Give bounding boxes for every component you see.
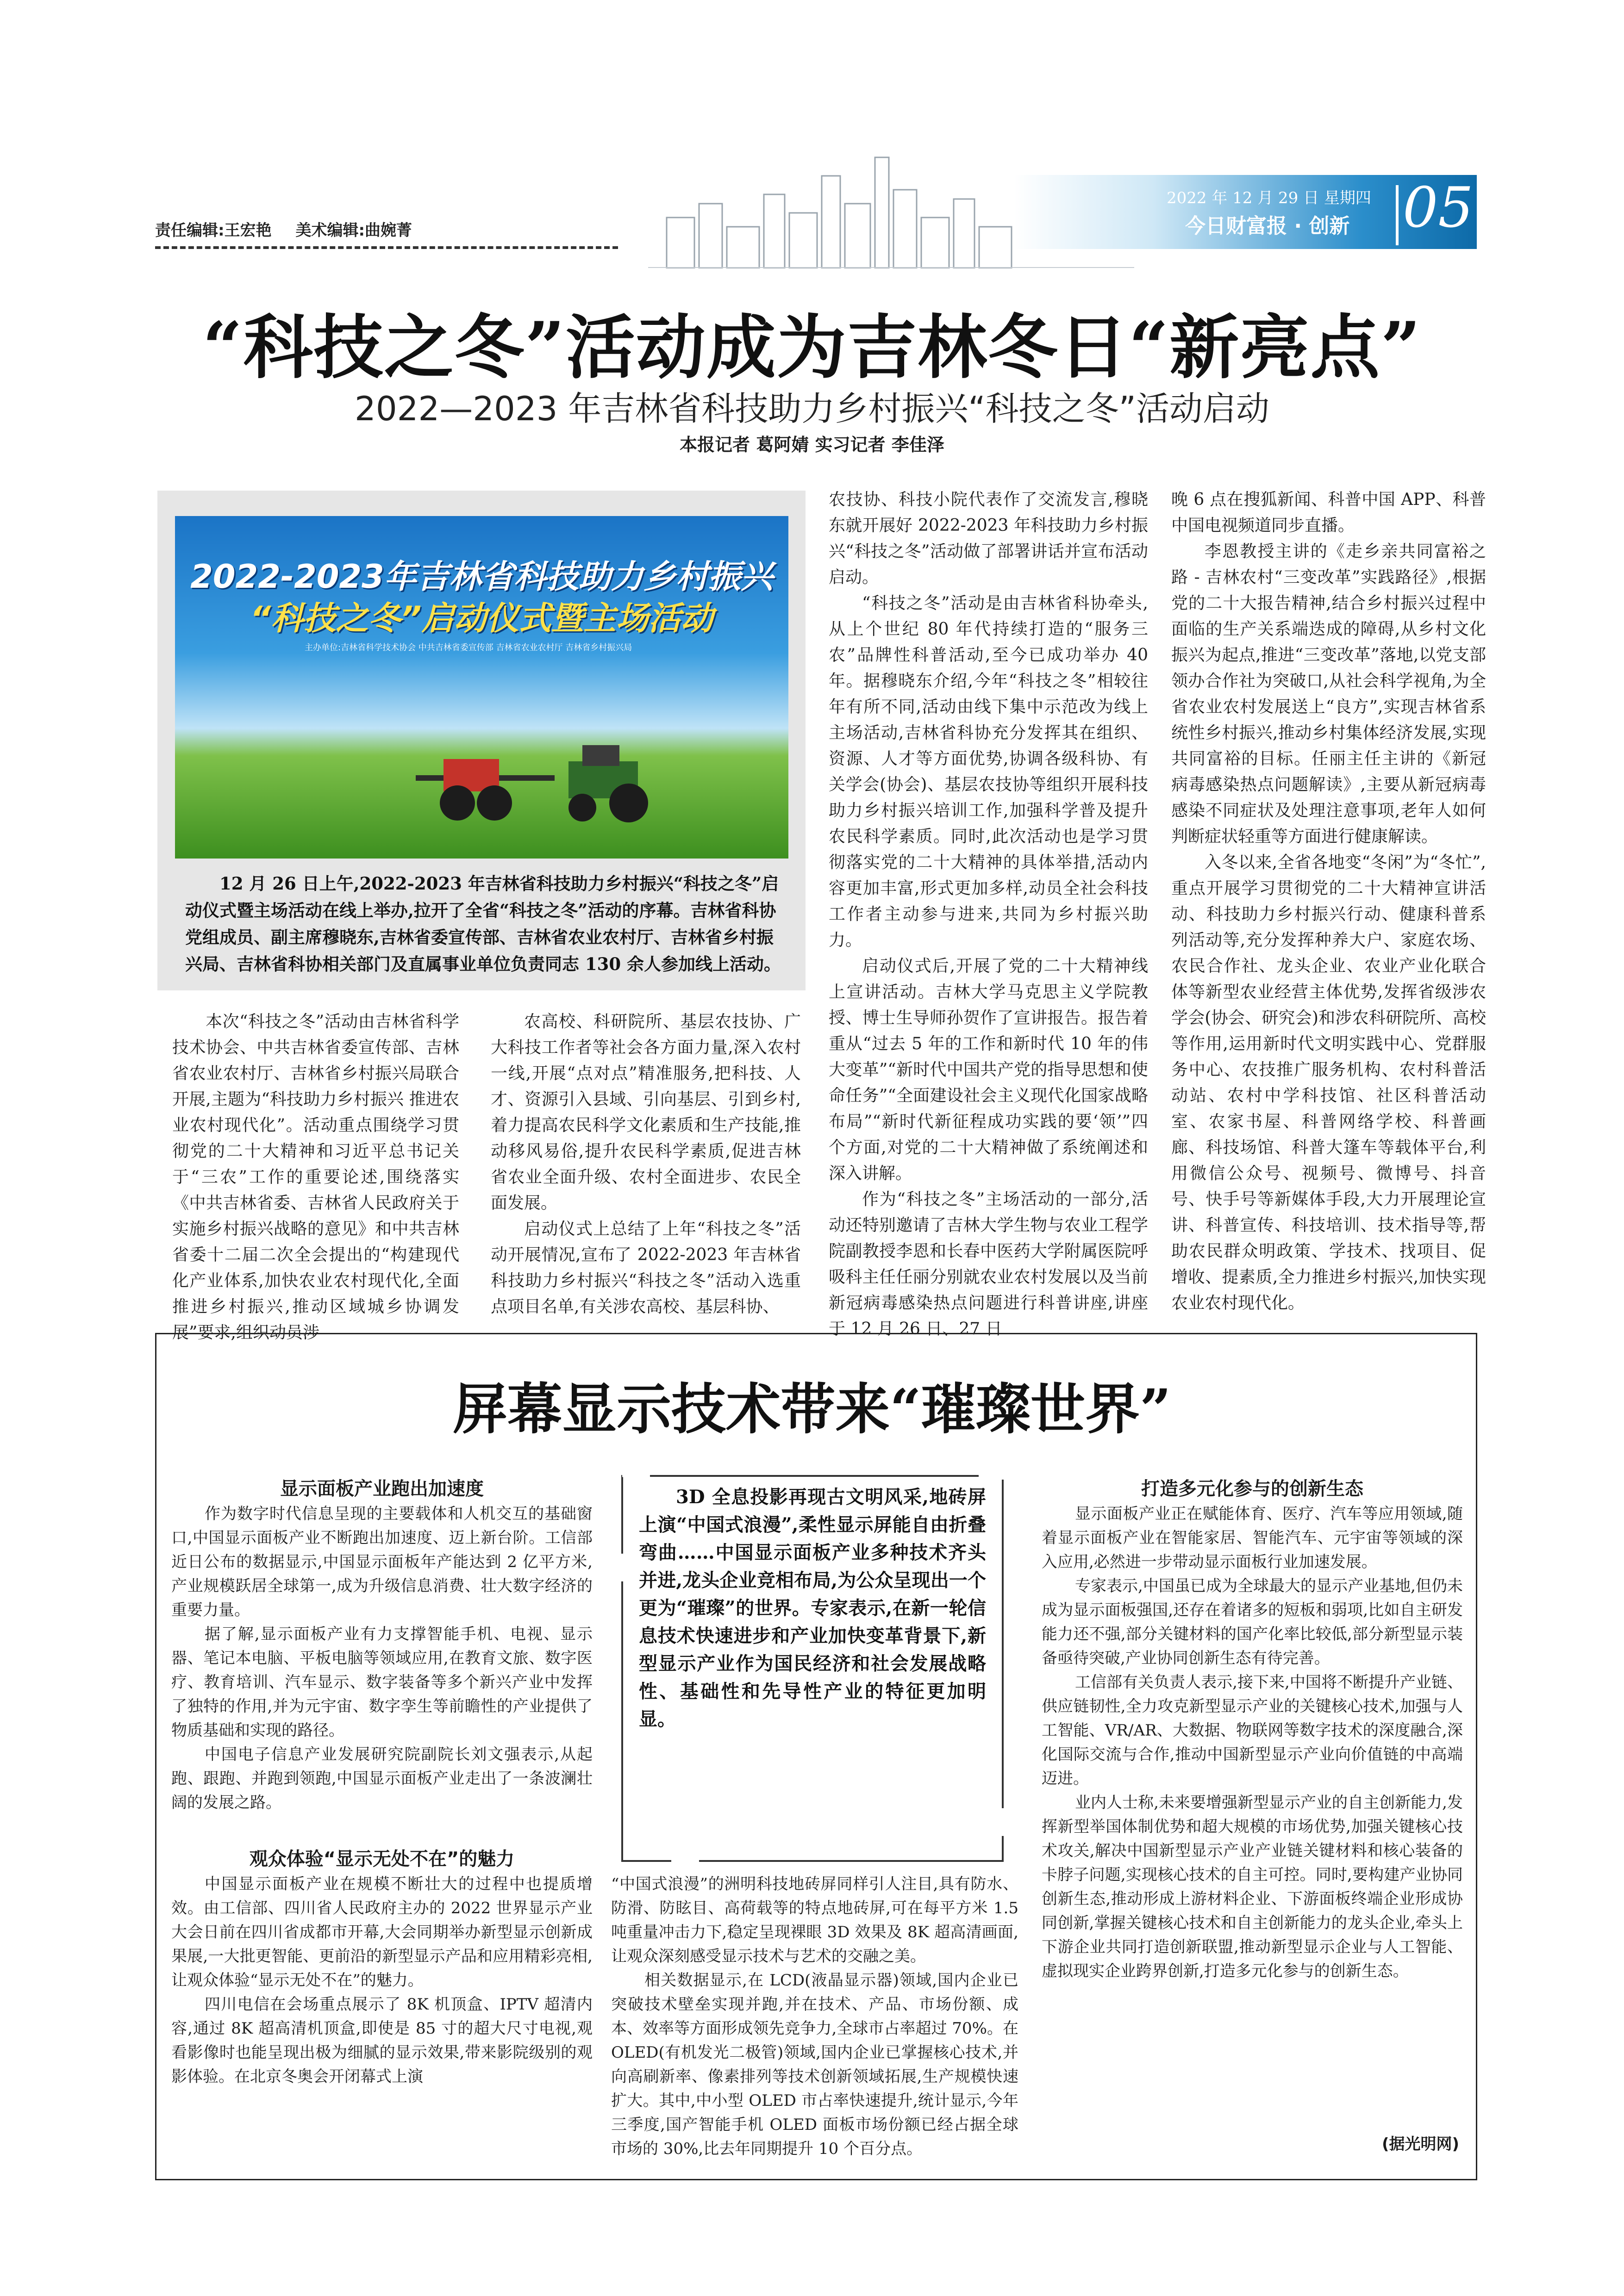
article2-column-1b [171, 1872, 593, 2089]
issue-date: 2022 年 12 月 29 日 星期四 [1167, 189, 1371, 207]
article2-subhead-3: 打造多元化参与的创新生态 [1141, 1478, 1363, 1500]
paper-section-name: 今日财富报 · 创新 [1185, 214, 1350, 238]
page-number: 05 [1403, 176, 1474, 240]
photo-box [157, 491, 806, 990]
paragraph: 显示面板产业正在赋能体育、医疗、汽车等应用领域,随着显示面板产业在智能家居、智能汽车、元宇宙等领域的深入应用,必然进一步带动显示面板行业加速发展。 [1042, 1505, 1463, 1571]
article1-column-2 [491, 1009, 801, 1320]
article1-subtitle: 2022—2023 年吉林省科技助力乡村振兴“科技之冬”活动启动 [355, 389, 1269, 428]
paragraph: 业内人士称,未来要增强新型显示产业的自主创新能力,发挥新型举国体制优势和超大规模的市场优势,加强关键核心技术攻关,解决中国新型显示产业产业链关键材料和核心装备的卡脖子问题,实现核心技术的自主可控。同时,要构建产业协同创新生态,推动形成上游材料企业、下游面板终端企业形成协同创新,掌握关键核心技术和自主创新能力的龙头企业,牵头上下游企业共同打造创新联盟,推动新型显示企业与人工智能、虚拟现实企业跨界创新,打造多元化参与的创新生态。 [1042, 1793, 1463, 1980]
paragraph: 晚 6 点在搜狐新闻、科普中国 APP、科普中国电视频道同步直播。 [1171, 490, 1486, 535]
photo-caption: 12 月 26 日上午,2022-2023 年吉林省科技助力乡村振兴“科技之冬”启动仪式暨主场活动在线上举办,拉开了全省“科技之冬”活动的序幕。吉林省科协党组成员、副主席穆晓东,吉林省委宣传部、吉林省农业农村厅、吉林省乡村振兴局、吉林省科协相关部门及直属事业单位负责同志 130 余人参加线上活动。 [185, 873, 781, 974]
article2-source: (据光明网) [1382, 2135, 1460, 2153]
article2-column-3 [1042, 1502, 1463, 1983]
paragraph: 本次“科技之冬”活动由吉林省科学技术协会、中共吉林省委宣传部、吉林省农业农村厅、吉林省乡村振兴局联合开展,主题为“科技助力乡村振兴 推进农业农村现代化”。活动重点围绕学习贯彻党的二十大精神和习近平总书记关于“三农”工作的重要论述,围绕落实《中共吉林省委、吉林省人民政府关于实施乡村振兴战略的意见》和中共吉林省委十二届二次全会提出的“构建现代化产业体系,加快农业农村现代化,全面推进乡村振兴,推动区域城乡协调发展”要求,组织动员涉 [172, 1012, 459, 1342]
article2-title: 屏幕显示技术带来“璀璨世界” [453, 1377, 1171, 1441]
tractor-sprayer-icon [416, 734, 684, 826]
editor-responsible: 责任编辑:王宏艳 [155, 221, 272, 240]
editor-credits [155, 218, 431, 240]
paragraph: 四川电信在会场重点展示了 8K 机顶盒、IPTV 超清内容,通过 8K 超高清机顶盒,即使是 85 寸的超大尺寸电视,观看影像时也能呈现出极为细腻的显示效果,带来影院级别的观影体验。在北京冬奥会开闭幕式上演 [171, 1995, 593, 2086]
article1-byline: 本报记者 葛阿婧 实习记者 李佳泽 [680, 435, 944, 455]
paragraph: 据了解,显示面板产业有力支撑智能手机、电视、显示器、笔记本电脑、平板电脑等领域应用,在教育文旅、数字医疗、教育培训、汽车显示、数字装备等多个新兴产业中发挥了独特的作用,并为元宇宙、数字孪生等前瞻性的产业提供了物质基础和实现的路径。 [171, 1625, 593, 1740]
paragraph: 工信部有关负责人表示,接下来,中国将不断提升产业链、供应链韧性,全力攻克新型显示产业的关键核心技术,加强与人工智能、VR/AR、大数据、物联网等数字技术的深度融合,深化国际交流与合作,推动中国新型显示产业向价值链的中高端迈进。 [1042, 1673, 1463, 1788]
editor-art: 美术编辑:曲婉菁 [295, 221, 412, 240]
paragraph: 农技协、科技小院代表作了交流发言,穆晓东就开展好 2022-2023 年科技助力乡村振兴“科技之冬”活动做了部署讲话并宣布活动启动。 [829, 490, 1148, 587]
paragraph: 农高校、科研院所、基层农技协、广大科技工作者等社会各方面力量,深入农村一线,开展“点对点”精准服务,把科技、人才、资源引入县域、引向基层、引到乡村,着力提高农民科学文化素质和生产技能,推动移风易俗,提升农民科学素质,促进吉林省农业全面升级、农村全面进步、农民全面发展。 [491, 1012, 801, 1213]
pull-quote-box [620, 1474, 1005, 1863]
article1-column-3 [829, 487, 1148, 1342]
article2-subhead-2: 观众体验“显示无处不在”的魅力 [249, 1848, 515, 1870]
article1-column-4 [1171, 487, 1486, 1316]
paragraph: “中国式浪漫”的洲明科技地砖屏同样引人注目,具有防水、防滑、防眩目、高荷载等的特点地砖屏,可在每平方米 1.5 吨重量冲击力下,稳定呈现裸眼 3D 效果及 8K 超高清画面,让观众深刻感受显示技术与艺术的交融之美。 [611, 1875, 1018, 1966]
article2-subhead-1: 显示面板产业跑出加速度 [280, 1478, 484, 1500]
paragraph: 专家表示,中国虽已成为全球最大的显示产业基地,但仍未成为显示面板强国,还存在着诸多的短板和弱项,比如自主研发能力还不强,部分关键材料的国产化率比较低,部分新型显示装备亟待突破,产业协同创新生态有待完善。 [1042, 1577, 1463, 1668]
article2-column-2 [611, 1872, 1018, 2161]
paragraph: 启动仪式上总结了上年“科技之冬”活动开展情况,宣布了 2022-2023 年吉林省科技助力乡村振兴“科技之冬”活动入选重点项目名单,有关涉农高校、基层科协、 [491, 1220, 801, 1316]
event-photo [175, 516, 788, 859]
paragraph: 中国电子信息产业发展研究院副院长刘文强表示,从起跑、跟跑、并跑到领跑,中国显示面板产业走出了一条波澜壮阔的发展之路。 [171, 1745, 593, 1812]
paragraph: 作为“科技之冬”主场活动的一部分,活动还特别邀请了吉林大学生物与农业工程学院副教授李恩和长春中医药大学附属医院呼吸科主任任丽分别就农业农村发展以及当前新冠病毒感染热点问题进行科普讲座,讲座于 12 月 26 日、27 日 [829, 1190, 1148, 1338]
article2-column-1a [171, 1502, 593, 1815]
header-separator [1396, 185, 1399, 245]
paragraph: 入冬以来,全省各地变“冬闲”为“冬忙”,重点开展学习贯彻党的二十大精神宣讲活动、科技助力乡村振兴行动、健康科普系列活动等,充分发挥种养大户、家庭农场、农民合作社、龙头企业、农业产业化联合体等新型农业经营主体优势,发挥省级涉农学会(协会、研究会)和涉农科研院所、高校等作用,运用新时代文明实践中心、党群服务中心、农技推广服务机构、农村科普活动站、农村中学科技馆、社区科普活动室、农家书屋、科普网络学校、科普画廊、科技场馆、科普大篷车等载体平台,利用微信公众号、视频号、微博号、抖音号、快手号等新媒体手段,大力开展理论宣讲、科普宣传、科技培训、技术指导等,帮助农民群众明政策、学技术、找项目、促增收、提素质,全力推进乡村振兴,加快实现农业农村现代化。 [1171, 853, 1486, 1313]
header-divider [155, 246, 618, 249]
paragraph: 相关数据显示,在 LCD(液晶显示器)领域,国内企业已突破技术壁垒实现并跑,并在技术、产品、市场份额、成本、效率等方面形成领先竞争力,全球市占率超过 70%。在 OLED(有机发光二极管)领域,国内企业已掌握核心技术,并向高刷新率、像素排列等技术创新领域拓展,生产规模快速扩大。其中,中小型 OLED 市占率快速提升,统计显示,今年三季度,国产智能手机 OLED 面板市场份额已经占据全球市场的 30%,比去年同期提升 10 个百分点。 [611, 1971, 1018, 2158]
paragraph: 作为数字时代信息呈现的主要载体和人机交互的基础窗口,中国显示面板产业不断跑出加速度、迈上新台阶。工信部近日公布的数据显示,中国显示面板年产能达到 2 亿平方米,产业规模跃居全球第一,成为升级信息消费、壮大数字经济的重要力量。 [171, 1505, 593, 1619]
photo-banner-line1: 2022-2023年吉林省科技助力乡村振兴 [190, 558, 773, 596]
paragraph: 李恩教授主讲的《走乡亲共同富裕之路 - 吉林农村“三变改革”实践路径》,根据党的二十大报告精神,结合乡村振兴过程中面临的生产关系端迭成的障碍,从乡村文化振兴为起点,推进“三变改革”落地,以党支部领办合作社为突破口,从社会科学视角,为全省农业农村发展送上“良方”,实现吉林省系统性乡村振兴,推动乡村集体经济发展,实现共同富裕的目标。任丽主任主讲的《新冠病毒感染热点问题解读》,主要从新冠病毒感染不同症状及处理注意事项,老年人如何判断症状轻重等方面进行健康解读。 [1171, 542, 1486, 846]
article1-column-1 [172, 1009, 459, 1346]
pull-quote-text: 3D 全息投影再现古文明风采,地砖屏上演“中国式浪漫”,柔性显示屏能自由折叠弯曲……中国显示面板产业多种技术齐头并进,龙头企业竞相布局,为公众呈现出一个更为“璀璨”的世界。专家表示,在新一轮信息技术快速进步和产业加快变革背景下,新型显示产业作为国民经济和社会发展战略性、基础性和先导性产业的特征更加明显。 [639, 1486, 986, 1730]
photo-banner-line2: “科技之冬”启动仪式暨主场活动 [250, 599, 713, 637]
paragraph: 中国显示面板产业在规模不断壮大的过程中也提质增效。由工信部、四川省人民政府主办的 2022 世界显示产业大会日前在四川省成都市开幕,大会同期举办新型显示创新成果展,一大批更智能、更前沿的新型显示产品和应用精彩亮相,让观众体验“显示无处不在”的魅力。 [171, 1875, 593, 1990]
paragraph: “科技之冬”活动是由吉林省科协牵头,从上个世纪 80 年代持续打造的“服务三农”品牌性科普活动,至今已成功举办 40 年。据穆晓东介绍,今年“科技之冬”相较往年有所不同,活动由线下集中示范改为线上主场活动,吉林省科协充分发挥其在组织、资源、人才等方面优势,协调各级科协、有关学会(协会)、基层农技协等组织开展科技助力乡村振兴培训工作,加强科学普及提升农民科学素质。同时,此次活动也是学习贯彻落实党的二十大精神的具体举措,活动内容更加丰富,形式更加多样,动员全社会科技工作者主动参与进来,共同为乡村振兴助力。 [829, 594, 1148, 950]
article1-title: “科技之冬”活动成为吉林冬日“新亮点” [202, 307, 1422, 388]
paragraph: 启动仪式后,开展了党的二十大精神线上宣讲活动。吉林大学马克思主义学院教授、博士生导师孙贺作了宣讲报告。报告着重从“过去 5 年的工作和新时代 10 年的伟大变革”“新时代中国共产党的指导思想和使命任务”“全面建设社会主义现代化国家战略布局”“新时代新征程成功实践的要‘领’”四个方面,对党的二十大精神做了系统阐述和深入讲解。 [829, 957, 1148, 1183]
photo-banner-organizers: 主办单位:吉林省科学技术协会 中共吉林省委宣传部 吉林省农业农村厅 吉林省乡村振兴局 [305, 643, 632, 653]
